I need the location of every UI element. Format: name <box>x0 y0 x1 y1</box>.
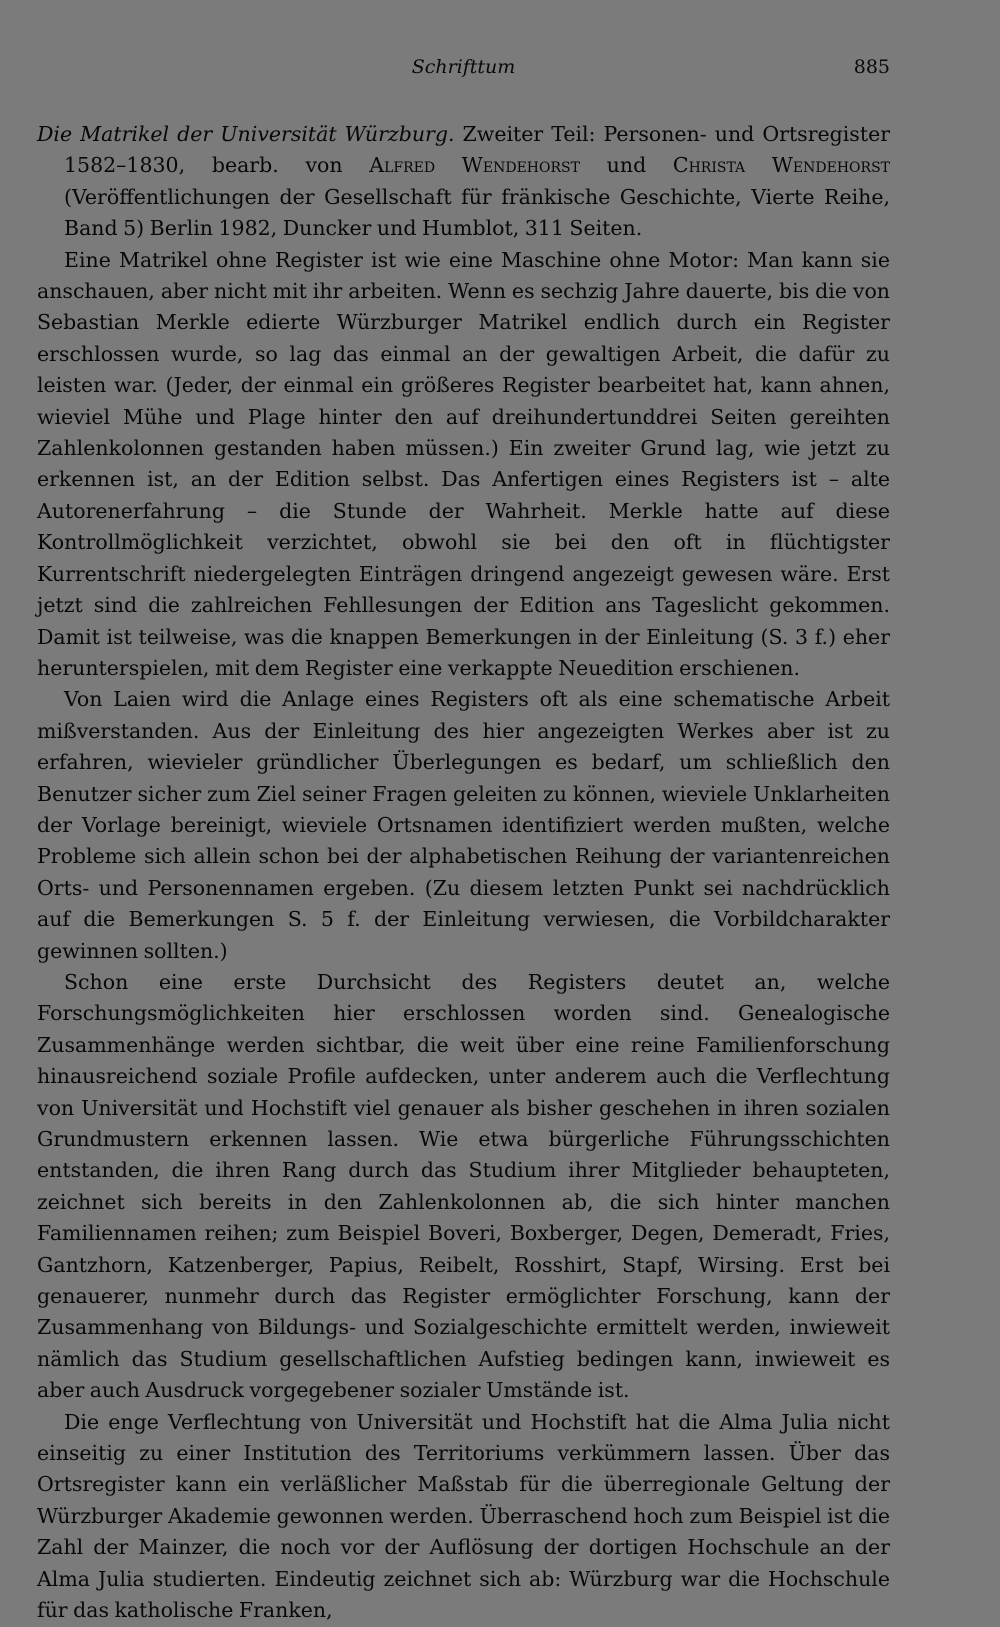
bibliographic-citation <box>37 119 890 245</box>
page-content <box>37 119 890 1627</box>
body-paragraph-2: Von Laien wird die Anlage eines Registers oft als eine schematische Arbeit mißverstanden. Aus der Einleitung des hier angezeigten Werkes aber ist zu erfahren, wievieler gründlicher Überlegungen es bedarf, um schließlich den Benutzer sicher zum Ziel seiner Fragen geleiten zu können, wieviele Unklarheiten der Vorlage bereinigt, wieviele Ortsnamen identifiziert werden mußten, welche Probleme sich allein schon bei der alphabetischen Reihung der variantenreichen Orts- und Personennamen ergeben. (Zu diesem letzten Punkt sei nachdrücklich auf die Bemerkungen S. 5 f. der Einleitung verwiesen, die Vorbildcharakter gewinnen sollten.) <box>37 687 890 963</box>
citation-text-1: Zweiter Teil: Personen- und Ortsregister 1582–1830, bearb. von <box>64 122 890 178</box>
body-paragraph-4: Die enge Verflechtung von Universität und Hochstift hat die Alma Julia nicht einseitig zu einer Institution des Territoriums verkümmern lassen. Über das Ortsregister kann ein verläßlicher Maßstab für die überregionale Geltung der Würzburger Akademie gewonnen werden. Überraschend hoch zum Beispiel ist die Zahl der Mainzer, die noch vor der Auflösung der dortigen Hochschule an der Alma Julia studierten. Eindeutig zeichnet sich ab: Würzburg war die Hochschule für das katholische Franken, <box>37 1409 890 1623</box>
citation-editor-2: Christa Wendehorst <box>672 153 890 178</box>
body-paragraph-1: Eine Matrikel ohne Register ist wie eine Maschine ohne Motor: Man kann sie anschauen, aber nicht mit ihr arbeiten. Wenn es sechzig Jahre dauerte, bis die von Sebastian Merkle edierte Würzburger Matrikel endlich durch ein Register erschlossen wurde, so lag das einmal an der gewaltigen Arbeit, die dafür zu leisten war. (Jeder, der einmal ein größeres Register bearbeitet hat, kann ahnen, wieviel Mühe und Plage hinter den auf dreihundertunddrei Seiten gereihten Zahlenkolonnen gestanden haben müssen.) Ein zweiter Grund lag, wie jetzt zu erkennen ist, an der Edition selbst. Das Anfertigen eines Registers ist – alte Autorenerfahrung – die Stunde der Wahrheit. Merkle hatte auf diese Kontrollmöglichkeit verzichtet, obwohl sie bei den oft in flüchtigster Kurrentschrift niedergelegten Einträgen dringend angezeigt gewesen wäre. Erst jetzt sind die zahlreichen Fehllesungen der Edition ans Tageslicht gekommen. Damit ist teilweise, was die knappen Bemerkungen in der Einleitung (S. 3 f.) eher herunterspielen, mit dem Register eine verkappte Neuedition erschienen. <box>37 247 890 680</box>
citation-text-3: (Veröffentlichungen der Gesellschaft für fränkische Geschichte, Vierte Reihe, Band 5) Berlin 1982, Duncker und Humblot, 311 Seiten. <box>64 184 890 241</box>
book-page <box>37 52 890 1627</box>
running-head <box>37 52 890 88</box>
body-paragraph-3: Schon eine erste Durchsicht des Registers deutet an, welche Forschungsmöglichkeiten hier erschlossen worden sind. Genealogische Zusammenhänge werden sichtbar, die weit über eine reine Familienforschung hinausreichend soziale Profile aufdecken, unter anderem auch die Verflechtung von Universität und Hochstift viel genauer als bisher geschehen in ihren sozialen Grundmustern erkennen lassen. Wie etwa bürgerliche Führungsschichten entstanden, die ihren Rang durch das Studium ihrer Mitglieder behaupteten, zeichnet sich bereits in den Zahlenkolonnen ab, die sich hinter manchen Familiennamen reihen; zum Beispiel Boveri, Boxberger, Degen, Demeradt, Fries, Gantzhorn, Katzenberger, Papius, Reibelt, Rosshirt, Stapf, Wirsing. Erst bei genauerer, nunmehr durch das Register ermöglichter Forschung, kann der Zusammenhang von Bildungs- und Sozialgeschichte ermittelt werden, inwieweit nämlich das Studium gesellschaftlichen Aufstieg bedingen kann, inwieweit es aber auch Ausdruck vorgegebener sozialer Umstände ist. <box>37 969 890 1403</box>
citation-text-2: und <box>579 153 673 178</box>
citation-title: Die Matrikel der Universität Würzburg. <box>37 122 455 146</box>
page-number: 885 <box>853 56 890 78</box>
running-title: Schrifttum <box>411 56 516 78</box>
citation-editor-1: Alfred Wendehorst <box>369 153 580 178</box>
